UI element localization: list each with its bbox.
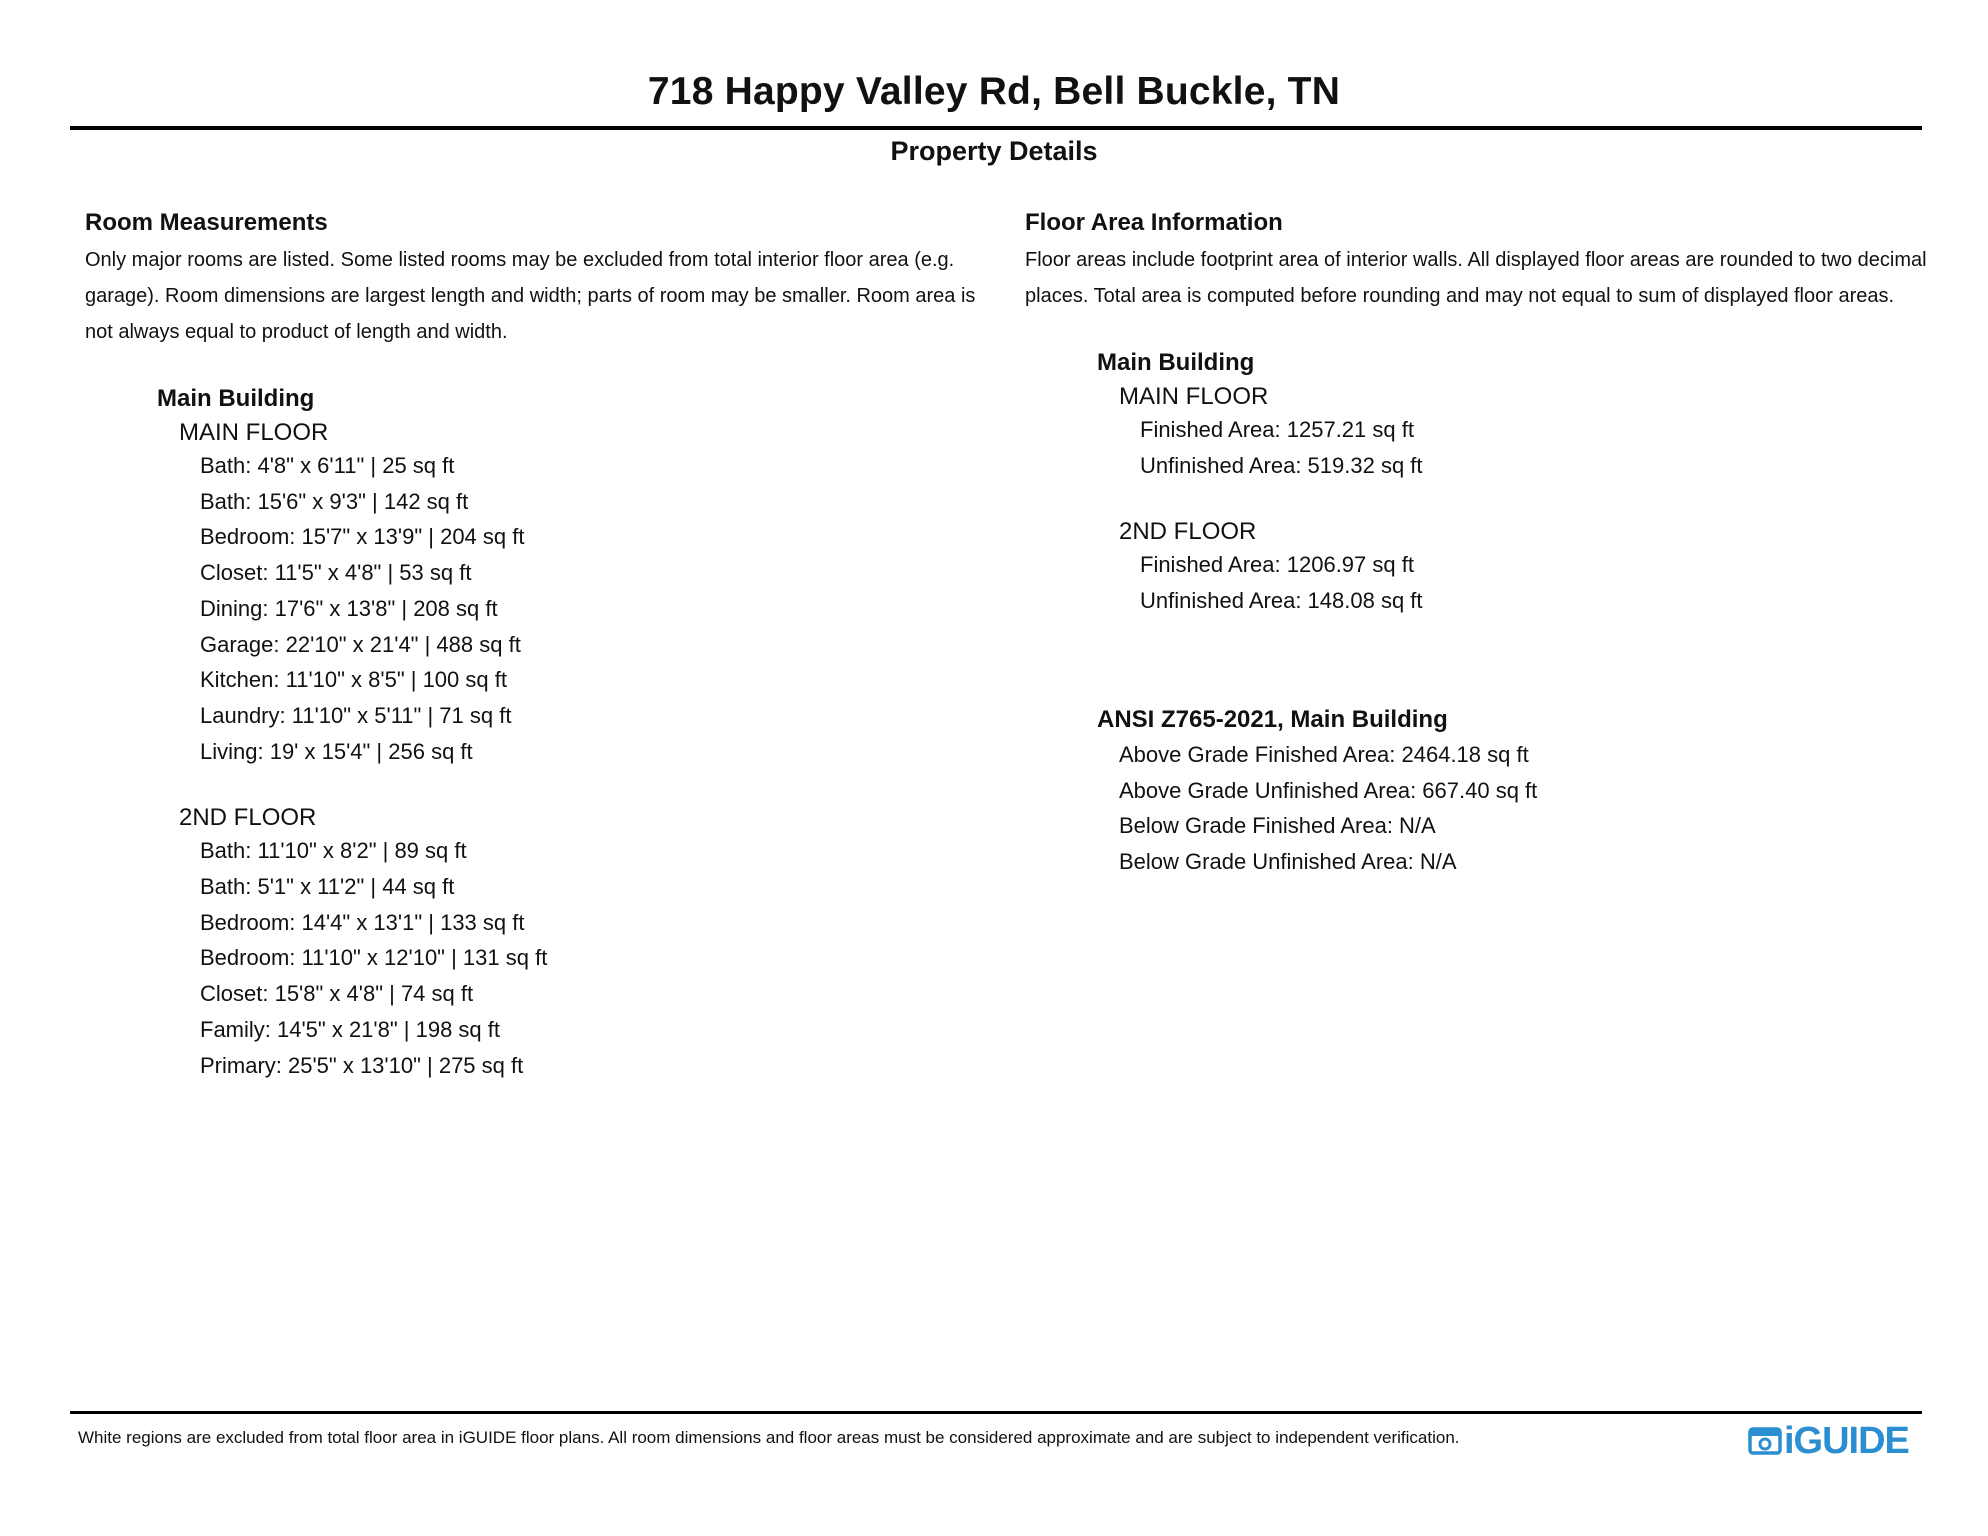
ansi-item: Below Grade Finished Area: N/A — [1119, 813, 1436, 839]
room-floor-heading: 2ND FLOOR — [179, 804, 317, 832]
page-subtitle: Property Details — [890, 136, 1098, 166]
room-item: Bedroom: 15'7" x 13'9" | 204 sq ft — [200, 524, 525, 550]
ansi-item: Above Grade Unfinished Area: 667.40 sq ft — [1119, 777, 1538, 803]
floor-area-description: Floor areas include footprint area of interior walls. All displayed floor areas are rounded to two decimal places. Total area is computed before rounding and may not equal to sum of displayed floor areas. — [1025, 249, 1927, 307]
area-floor-heading: MAIN FLOOR — [1119, 383, 1269, 410]
footer-disclaimer: White regions are excluded from total floor area in iGUIDE floor plans. All room dimensions and floor areas must be considered approximate and are subject to independent verification. — [78, 1428, 1460, 1447]
room-item: Bath: 5'1" x 11'2" | 44 sq ft — [200, 874, 455, 900]
room-item: Laundry: 11'10" x 5'11" | 71 sq ft — [200, 702, 512, 728]
room-item: Garage: 22'10" x 21'4" | 488 sq ft — [200, 631, 521, 657]
room-item: Kitchen: 11'10" x 8'5" | 100 sq ft — [200, 667, 507, 693]
header-divider — [70, 126, 1922, 130]
room-item: Closet: 11'5" x 4'8" | 53 sq ft — [200, 560, 472, 586]
room-measurements-section — [85, 208, 985, 1083]
area-item: Finished Area: 1257.21 sq ft — [1140, 417, 1414, 442]
iguide-logo-icon — [1748, 1424, 1782, 1458]
room-item: Bath: 11'10" x 8'2" | 89 sq ft — [200, 838, 467, 864]
room-building-heading: Main Building — [157, 385, 315, 412]
floor-area-heading: Floor Area Information — [1025, 209, 1283, 236]
room-floor-heading: MAIN FLOOR — [179, 419, 329, 446]
footer-divider — [70, 1411, 1922, 1414]
area-list-main-floor — [1025, 412, 1945, 483]
room-item: Primary: 25'5" x 13'10" | 275 sq ft — [200, 1052, 524, 1078]
ansi-item: Above Grade Finished Area: 2464.18 sq ft — [1119, 741, 1529, 767]
floor-area-section — [1025, 208, 1945, 880]
area-item: Unfinished Area: 148.08 sq ft — [1140, 588, 1423, 614]
room-item: Bedroom: 14'4" x 13'1" | 133 sq ft — [200, 909, 525, 935]
area-item: Finished Area: 1206.97 sq ft — [1140, 552, 1414, 578]
ansi-heading: ANSI Z765-2021, Main Building — [1097, 705, 1448, 733]
room-item: Dining: 17'6" x 13'8" | 208 sq ft — [200, 595, 498, 621]
area-floor-heading: 2ND FLOOR — [1119, 518, 1257, 546]
ansi-list — [1025, 737, 1945, 880]
area-building-heading: Main Building — [1097, 349, 1255, 376]
room-list-main-floor — [85, 448, 985, 769]
room-measurements-description: Only major rooms are listed. Some listed rooms may be excluded from total interior floor area (e.g. garage). Room dimensions are largest length and width; parts of room may be smaller. Room area is not always equal to product of length and width. — [85, 249, 976, 343]
room-item: Bath: 15'6" x 9'3" | 142 sq ft — [200, 488, 469, 514]
iguide-logo — [1748, 1420, 1909, 1462]
iguide-logo-text: iGUIDE — [1784, 1420, 1909, 1462]
room-item: Living: 19' x 15'4" | 256 sq ft — [200, 738, 473, 764]
room-measurements-heading: Room Measurements — [85, 209, 328, 236]
ansi-item: Below Grade Unfinished Area: N/A — [1119, 848, 1457, 874]
area-list-2nd-floor — [1025, 547, 1945, 618]
room-list-2nd-floor — [85, 833, 985, 1083]
page-title: 718 Happy Valley Rd, Bell Buckle, TN — [647, 70, 1341, 113]
room-item: Family: 14'5" x 21'8" | 198 sq ft — [200, 1016, 500, 1042]
room-item: Closet: 15'8" x 4'8" | 74 sq ft — [200, 981, 474, 1007]
room-item: Bath: 4'8" x 6'11" | 25 sq ft — [200, 453, 455, 478]
area-item: Unfinished Area: 519.32 sq ft — [1140, 452, 1423, 478]
room-item: Bedroom: 11'10" x 12'10" | 131 sq ft — [200, 945, 548, 971]
